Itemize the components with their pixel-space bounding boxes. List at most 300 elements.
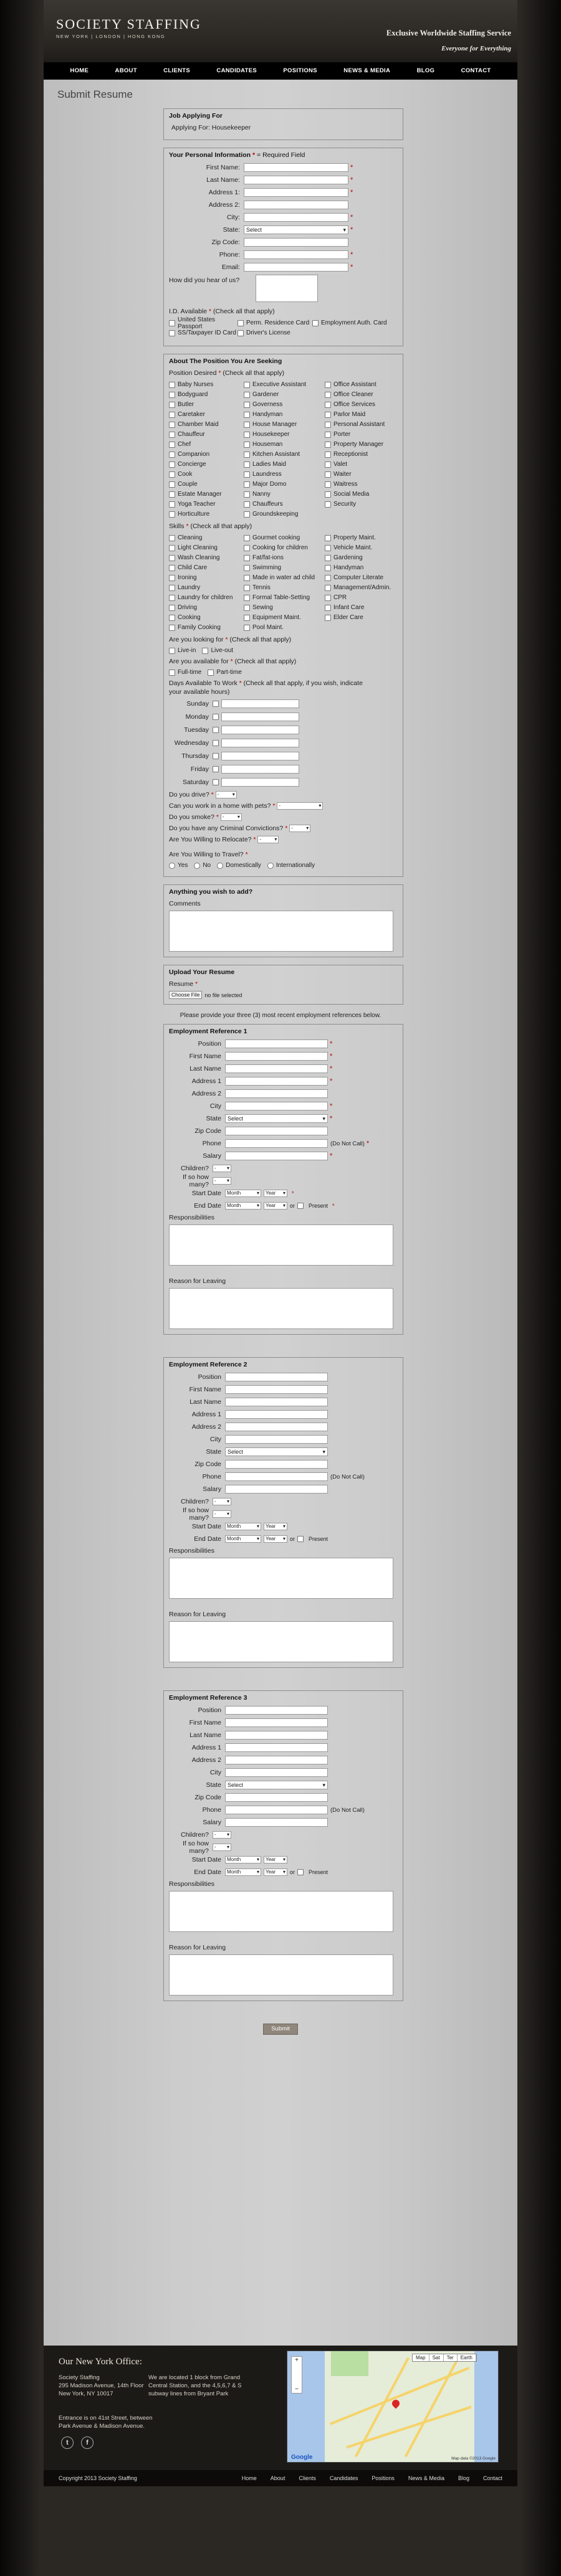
checkbox-united-states-passport[interactable] [169,316,237,330]
checkbox-social-media[interactable] [325,490,400,498]
hours-input-tuesday[interactable] [221,726,299,734]
first-name-input[interactable] [244,163,348,172]
first-name-input[interactable] [225,1385,328,1394]
checkbox-formal-table-setting[interactable] [244,594,325,602]
checkbox-icon[interactable] [169,320,175,326]
checkbox-housekeeper[interactable] [244,430,325,438]
checkbox-icon[interactable] [169,501,175,508]
checkbox-icon[interactable] [169,615,175,621]
state-select[interactable] [225,1447,328,1456]
checkbox-family-cooking[interactable] [169,623,244,632]
checkbox-infant-care[interactable] [325,604,400,612]
checkbox-icon[interactable] [244,392,250,398]
checkbox-chauffeur[interactable] [169,430,244,438]
phone-input[interactable] [244,250,348,259]
checkbox-pool-maint[interactable] [244,623,325,632]
checkbox-icon[interactable] [169,442,175,448]
option-label: Gourmet cooking [252,534,300,541]
state-select[interactable] [225,1114,328,1123]
checkbox-icon[interactable] [325,402,331,408]
zip-code-input[interactable] [225,1127,328,1135]
employment-reference-3 [163,1690,403,2001]
how-many-select[interactable] [213,1510,231,1518]
nav-blog[interactable]: BLOG [416,67,435,74]
checkbox-handyman[interactable] [325,564,400,572]
hours-input-saturday[interactable] [221,778,299,787]
checkbox-child-care[interactable] [169,564,244,572]
salary-input[interactable] [225,1152,328,1160]
checkbox-employment-auth-card[interactable] [312,319,387,327]
checkbox-icon[interactable] [244,545,250,551]
checkbox-icon[interactable] [169,670,175,676]
select-value: - [291,825,293,831]
city-input[interactable] [225,1435,328,1444]
footer-link-positions[interactable]: Positions [372,2475,395,2481]
checkbox-property-maint[interactable] [325,534,400,542]
checkbox-part-time[interactable] [208,668,242,676]
end-year-select[interactable] [264,1202,287,1210]
checkbox-waiter[interactable] [325,470,400,478]
checkbox-gardening[interactable] [325,554,400,562]
choose-file-button[interactable]: Choose File [169,991,202,999]
responsibilities-label: Responsibilities [169,1214,214,1221]
zip-code-input[interactable] [225,1793,328,1802]
footer-link-blog[interactable]: Blog [458,2475,469,2481]
checkbox-icon[interactable] [237,330,244,336]
checkbox-icon[interactable] [244,511,250,518]
checkbox-yoga-teacher[interactable] [169,500,244,508]
checkbox-icon[interactable] [244,605,250,611]
footer-link-candidates[interactable]: Candidates [329,2475,358,2481]
checkbox-cook[interactable] [169,470,244,478]
checkbox-parlor-maid[interactable] [325,410,400,419]
checkbox-icon[interactable] [169,452,175,458]
checkbox-icon[interactable] [169,555,175,561]
last-name-input[interactable] [225,1731,328,1740]
checkbox-executive-assistant[interactable] [244,381,325,389]
checkbox-icon[interactable] [244,442,250,448]
salary-input[interactable] [225,1485,328,1494]
checkbox-valet[interactable] [325,460,400,468]
start-month-select[interactable] [225,1856,261,1863]
required-star: * [350,164,353,171]
checkbox-icon[interactable] [169,392,175,398]
salary-input[interactable] [225,1818,328,1827]
checkbox-property-manager[interactable] [325,440,400,448]
option-label: Yes [178,862,188,869]
checkbox-major-domo[interactable] [244,480,325,488]
checkbox-icon[interactable] [202,648,208,654]
checkbox-vehicle-maint[interactable] [325,544,400,552]
checkbox-icon[interactable] [213,766,219,772]
radio-icon[interactable] [267,863,274,869]
checkbox-baby-nurses[interactable] [169,381,244,389]
smoke-select[interactable] [221,813,242,821]
checkbox-cleaning[interactable] [169,534,244,542]
select-value: Year [266,1190,276,1196]
nav-positions[interactable]: POSITIONS [283,67,317,74]
criminal-select[interactable] [289,825,310,832]
pets-select[interactable] [277,802,323,810]
zip-code-input[interactable] [225,1460,328,1469]
end-year-select[interactable] [264,1535,287,1543]
checkbox-icon[interactable] [244,565,250,571]
map-zoom-control[interactable] [291,2356,302,2394]
checkbox-perm-residence-card[interactable] [237,319,312,327]
checkbox-icon[interactable] [169,491,175,498]
checkbox-icon[interactable] [169,432,175,438]
map-type-map[interactable]: Map [413,2354,429,2361]
address-2-input[interactable] [244,201,348,209]
checkbox-icon[interactable] [312,320,319,326]
responsibilities-textarea[interactable] [169,1224,393,1266]
responsibilities-textarea[interactable] [169,1891,393,1932]
first-name-input[interactable] [225,1718,328,1727]
checkbox-icon[interactable] [325,595,331,601]
start-year-select[interactable] [264,1523,287,1530]
option-label: Full-time [178,669,202,676]
checkbox-icon[interactable] [244,491,250,498]
start-month-select[interactable] [225,1523,261,1530]
present-checkbox[interactable] [297,1203,304,1209]
checkbox-ss-taxpayer-id-card[interactable] [169,329,237,337]
children-select[interactable] [213,1165,231,1172]
checkbox-icon[interactable] [325,392,331,398]
checkbox-companion[interactable] [169,450,244,458]
checkbox-office-assistant[interactable] [325,381,400,389]
checkbox-icon[interactable] [244,422,250,428]
checkbox-icon[interactable] [169,575,175,581]
checkbox-icon[interactable] [169,545,175,551]
reason-textarea[interactable] [169,1288,393,1329]
radio-icon[interactable] [169,863,175,869]
hours-input-monday[interactable] [221,713,299,721]
address-1-input[interactable] [225,1077,328,1086]
email-input[interactable] [244,263,348,272]
reason-textarea[interactable] [169,1954,393,1996]
end-month-select[interactable] [225,1202,261,1210]
position-input[interactable] [225,1039,328,1048]
zoom-in-icon[interactable]: + [295,2357,299,2364]
checkbox-icon[interactable] [169,402,175,408]
last-name-input[interactable] [244,176,348,184]
end-month-select[interactable] [225,1868,261,1876]
address-1-input[interactable] [225,1410,328,1419]
checkbox-icon[interactable] [169,511,175,518]
checkbox-nanny[interactable] [244,490,325,498]
checkbox-management-admin[interactable] [325,584,400,592]
checkbox-caretaker[interactable] [169,410,244,419]
first-name-input[interactable] [225,1052,328,1061]
start-year-select[interactable] [264,1190,287,1197]
footer-link-contact[interactable]: Contact [482,2475,502,2481]
office-map[interactable] [287,2351,499,2463]
checkbox-icon[interactable] [325,432,331,438]
checkbox-bodyguard[interactable] [169,391,244,399]
state-select[interactable] [225,1781,328,1789]
checkbox-elder-care[interactable] [325,613,400,622]
checkbox-icon[interactable] [244,555,250,561]
checkbox-icon[interactable] [244,452,250,458]
checkbox-full-time[interactable] [169,668,201,676]
checkbox-live-in[interactable] [169,646,196,655]
nav-home[interactable]: HOME [70,67,89,74]
checkbox-icon[interactable] [325,545,331,551]
checkbox-laundress[interactable] [244,470,325,478]
zip-code-input[interactable] [244,238,348,247]
footer-link-about[interactable]: About [270,2475,285,2481]
city-input[interactable] [244,213,348,222]
option-label: Tennis [252,584,271,591]
checkbox-icon[interactable] [325,422,331,428]
how-many-select[interactable] [213,1177,231,1185]
checkbox-icon[interactable] [325,555,331,561]
checkbox-icon[interactable] [244,481,250,488]
checkbox-icon[interactable] [325,491,331,498]
checkbox-icon[interactable] [244,625,250,631]
checkbox-icon[interactable] [169,412,175,418]
checkbox-horticulture[interactable] [169,510,244,518]
reason-textarea[interactable] [169,1621,393,1662]
checkbox-butler[interactable] [169,400,244,409]
hours-input-wednesday[interactable] [221,739,299,747]
last-name-input[interactable] [225,1398,328,1406]
checkbox-live-out[interactable] [202,646,233,655]
phone-input[interactable] [225,1472,328,1481]
option-label: Houseman [252,441,283,448]
checkbox-icon[interactable] [213,714,219,720]
nav-contact[interactable]: CONTACT [461,67,491,74]
checkbox-swimming[interactable] [244,564,325,572]
checkbox-icon[interactable] [244,462,250,468]
state-select[interactable] [244,225,348,234]
checkbox-chef[interactable] [169,440,244,448]
checkbox-icon[interactable] [244,382,250,388]
start-month-select[interactable] [225,1190,261,1197]
checkbox-house-manager[interactable] [244,420,325,429]
checkbox-light-cleaning[interactable] [169,544,244,552]
checkbox-icon[interactable] [325,605,331,611]
checkbox-icon[interactable] [325,412,331,418]
checkbox-icon[interactable] [325,615,331,621]
responsibilities-textarea[interactable] [169,1558,393,1599]
checkbox-sewing[interactable] [244,604,325,612]
address-2-input[interactable] [225,1089,328,1098]
hours-input-sunday[interactable] [221,699,299,708]
checkbox-icon[interactable] [169,462,175,468]
checkbox-icon[interactable] [244,535,250,541]
drive-select[interactable] [216,791,237,798]
field-label: Address 1: [208,189,240,196]
checkbox-driver-s-license[interactable] [237,329,312,337]
checkbox-icon[interactable] [244,585,250,591]
checkbox-gardener[interactable] [244,391,325,399]
checkbox-icon[interactable] [325,585,331,591]
checkbox-tennis[interactable] [244,584,325,592]
checkbox-couple[interactable] [169,480,244,488]
city-input[interactable] [225,1768,328,1777]
checkbox-icon[interactable] [213,701,219,707]
map-type-earth[interactable]: Earth [458,2354,476,2361]
checkbox-laundry[interactable] [169,584,244,592]
checkbox-icon[interactable] [213,740,219,746]
checkbox-cooking-for-children[interactable] [244,544,325,552]
checkbox-internationally[interactable] [267,861,315,869]
checkbox-icon[interactable] [169,625,175,631]
relocate-select[interactable] [257,836,279,843]
checkbox-waitress[interactable] [325,480,400,488]
checkbox-icon[interactable] [169,471,175,478]
children-select[interactable] [213,1831,231,1839]
checkbox-icon[interactable] [325,382,331,388]
checkbox-icon[interactable] [325,575,331,581]
checkbox-icon[interactable] [169,481,175,488]
checkbox-porter[interactable] [325,430,400,438]
checkbox-personal-assistant[interactable] [325,420,400,429]
checkbox-domestically[interactable] [217,861,261,869]
checkbox-icon[interactable] [169,605,175,611]
checkbox-kitchen-assistant[interactable] [244,450,325,458]
checkbox-concierge[interactable] [169,460,244,468]
checkbox-chauffeurs[interactable] [244,500,325,508]
last-name-input[interactable] [225,1064,328,1073]
twitter-icon[interactable]: t [61,2436,74,2449]
option-label: Baby Nurses [178,381,214,388]
checkbox-icon[interactable] [169,382,175,388]
checkbox-estate-manager[interactable] [169,490,244,498]
position-input[interactable] [225,1373,328,1381]
start-year-select[interactable] [264,1856,287,1863]
submit-button[interactable]: Submit [263,2024,298,2035]
checkbox-driving[interactable] [169,604,244,612]
checkbox-no[interactable] [194,861,211,869]
checkbox-cpr[interactable] [325,594,400,602]
checkbox-fat-fat-ions[interactable] [244,554,325,562]
position-input[interactable] [225,1706,328,1715]
checkbox-icon[interactable] [169,648,175,654]
checkbox-handyman[interactable] [244,410,325,419]
nav-news-media[interactable]: NEWS & MEDIA [343,67,391,74]
checkbox-chamber-maid[interactable] [169,420,244,429]
checkbox-icon[interactable] [213,727,219,733]
checkbox-icon[interactable] [244,575,250,581]
checkbox-icon[interactable] [325,442,331,448]
heard-textarea[interactable] [256,275,318,302]
nav-about[interactable]: ABOUT [115,67,137,74]
checkbox-icon[interactable] [244,471,250,478]
hours-input-thursday[interactable] [221,752,299,760]
zoom-out-icon[interactable]: − [295,2386,299,2393]
checkbox-icon[interactable] [325,481,331,488]
checkbox-icon[interactable] [244,412,250,418]
checkbox-governess[interactable] [244,400,325,409]
address-2-input[interactable] [225,1423,328,1431]
checkbox-icon[interactable] [325,565,331,571]
radio-icon[interactable] [194,863,200,869]
checkbox-icon[interactable] [244,432,250,438]
check-all-note: (Check all that apply) [190,523,252,530]
footer-link-news-media[interactable]: News & Media [408,2475,444,2481]
footer-link-clients[interactable]: Clients [299,2475,316,2481]
checkbox-icon[interactable] [169,595,175,601]
end-month-select[interactable] [225,1535,261,1543]
option-label: Major Domo [252,481,287,488]
checkbox-office-services[interactable] [325,400,400,409]
site-logo[interactable]: SOCIETY STAFFING [56,16,201,32]
checkbox-groundskeeping[interactable] [244,510,325,518]
facebook-icon[interactable]: f [81,2436,94,2449]
checkbox-computer-literate[interactable] [325,574,400,582]
day-label: Tuesday [184,726,209,734]
checkbox-cooking[interactable] [169,613,244,622]
present-checkbox[interactable] [297,1869,304,1875]
checkbox-icon[interactable] [169,330,175,336]
checkbox-icon[interactable] [213,779,219,785]
map-type-ter[interactable]: Ter [444,2354,458,2361]
checkbox-security[interactable] [325,500,400,508]
address-1-input[interactable] [225,1743,328,1752]
checkbox-icon[interactable] [208,670,214,676]
smoke-label: Do you smoke? [169,813,214,821]
city-input[interactable] [225,1102,328,1110]
address-2-input[interactable] [225,1756,328,1764]
radio-icon[interactable] [217,863,223,869]
checkbox-icon[interactable] [213,753,219,759]
hours-label: Days Available To Work [169,680,237,687]
checkbox-icon[interactable] [325,501,331,508]
checkbox-icon[interactable] [244,402,250,408]
checkbox-icon[interactable] [325,471,331,478]
checkbox-gourmet-cooking[interactable] [244,534,325,542]
checkbox-icon[interactable] [169,565,175,571]
checkbox-houseman[interactable] [244,440,325,448]
checkbox-ladies-maid[interactable] [244,460,325,468]
checkbox-icon[interactable] [325,462,331,468]
checkbox-made-in-water-ad-child[interactable] [244,574,325,582]
checkbox-receptionist[interactable] [325,450,400,458]
checkbox-icon[interactable] [244,595,250,601]
nav-clients[interactable]: CLIENTS [163,67,190,74]
option-label: Caretaker [178,411,205,418]
checkbox-icon[interactable] [169,422,175,428]
checkbox-ironing[interactable] [169,574,244,582]
checkbox-icon[interactable] [237,320,244,326]
checkbox-icon[interactable] [169,535,175,541]
present-checkbox[interactable] [297,1536,304,1542]
checkbox-icon[interactable] [244,501,250,508]
phone-input[interactable] [225,1806,328,1814]
checkbox-equipment-maint[interactable] [244,613,325,622]
checkbox-laundry-for-children[interactable] [169,594,244,602]
checkbox-icon[interactable] [169,585,175,591]
map-type-sat[interactable]: Sat [429,2354,444,2361]
hours-input-friday[interactable] [221,765,299,774]
phone-input[interactable] [225,1139,328,1148]
checkbox-yes[interactable] [169,861,188,869]
end-year-select[interactable] [264,1868,287,1876]
checkbox-wash-cleaning[interactable] [169,554,244,562]
footer-link-home[interactable]: Home [241,2475,257,2481]
comments-textarea[interactable] [169,911,393,952]
children-select[interactable] [213,1498,231,1505]
checkbox-icon[interactable] [325,452,331,458]
checkbox-office-cleaner[interactable] [325,391,400,399]
checkbox-icon[interactable] [244,615,250,621]
checkbox-icon[interactable] [325,535,331,541]
how-many-select[interactable] [213,1844,231,1851]
address-1-input[interactable] [244,188,348,197]
nav-candidates[interactable]: CANDIDATES [216,67,257,74]
